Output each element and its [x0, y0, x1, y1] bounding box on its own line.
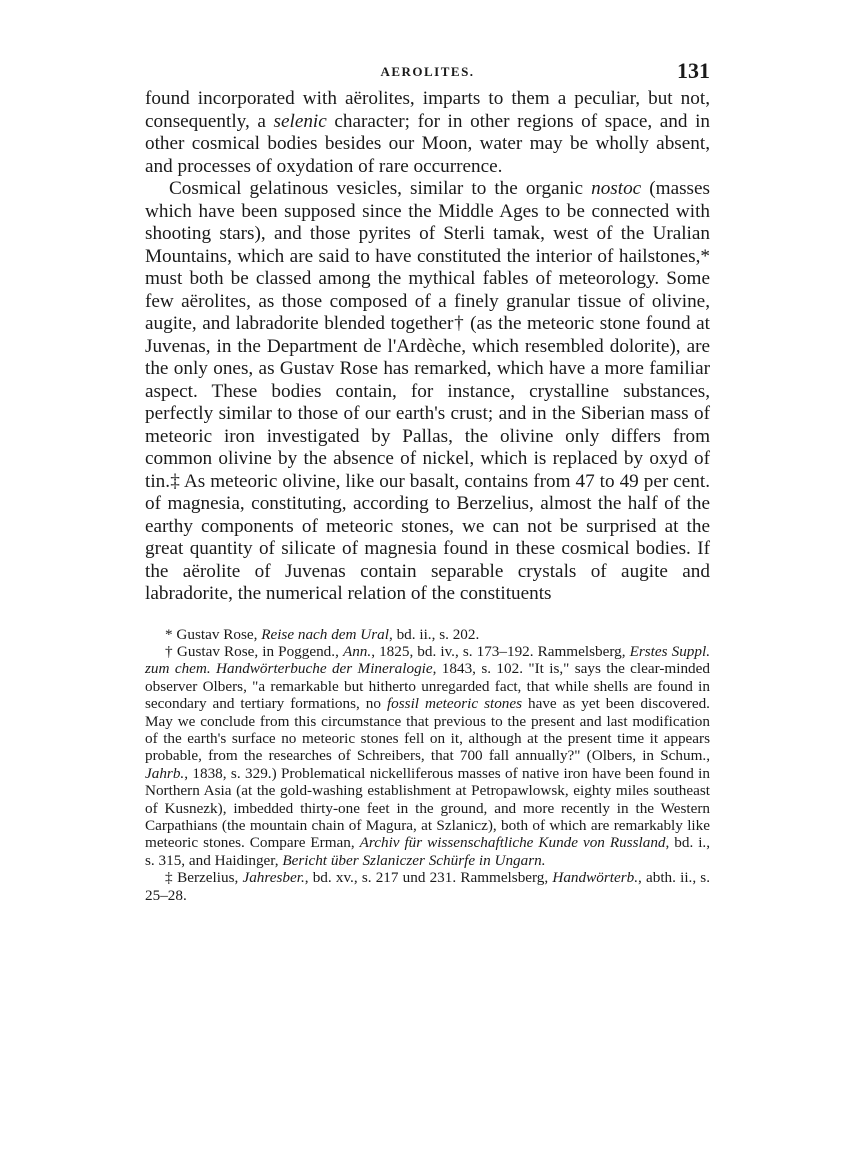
italic-title: Handwörterb. [552, 869, 639, 887]
italic-term: nostoc [591, 178, 642, 199]
italic-term: selenic [273, 110, 327, 132]
page-number: 131 [677, 58, 710, 83]
book-page [145, 58, 710, 904]
text-run: Cosmical gelatinous vesicles, similar to the organic [169, 178, 592, 199]
text-run: , bd. i., s. 315, and Haidinger, [145, 834, 711, 869]
page-header [145, 58, 710, 88]
italic-title: Ann. [342, 642, 372, 660]
text-run: , 1838, s. 329.) Problematical nickelliferous masses of native iron have been found in Northern Asia (at the gold-washing establishment at Petropawlowsk, eighty miles southeast of Kusnezk), imbedded thirty-one feet in the ground, and more recently in the Western Carpathians (the mountain chain of Magura, at Szlanicz), both of which are remarkably like meteoric stones. Compare Erman, [145, 764, 710, 852]
text-run: ‡ Berzelius, [165, 869, 243, 887]
text-run: , bd. ii., s. 202. [388, 625, 480, 643]
text-run: , abth. ii., s. 25–28. [145, 869, 711, 904]
running-title: AEROLITES. [380, 64, 475, 79]
italic-title: Reise nach dem Ural [261, 625, 389, 643]
footnotes [145, 626, 710, 905]
italic-title: Erstes Suppl. zum chem. Handwörterbuche der Mineralogie [145, 642, 710, 678]
text-run: found incorporated with aërolites, imparts to them a peculiar, but not, consequently, a [145, 88, 710, 132]
text-run: (masses which have been supposed since the Middle Ages to be connected with shooting stars), and those pyrites of Sterli tamak, west of the Uralian Mountains, which are said to have constituted the interior of hailstones,* must both be classed among the mythical fables of meteorology. Some few aërolites, as those composed of a finely granular tissue of olivine, augite, and labradorite blended together† (as the meteoric stone found at Juvenas, in the Department de l'Ardèche, which resembled dolorite), are the only ones, as Gustav Rose has remarked, which have a more familiar aspect. These bodies contain, for instance, crystalline substances, perfectly similar to those of our earth's crust; and in the Siberian mass of meteoric iron investigated by Pallas, the olivine only differs from common olivine by the absence of nickel, which is replaced by oxyd of tin.‡ As meteoric olivine, like our basalt, contains from 47 to 49 per cent. of magnesia, constituting, according to Berzelius, almost the half of the earthy components of meteoric stones, we can not be surprised at the great quantity of silicate of magnesia found in these cosmical bodies. If the aërolite of Juvenas contain separable crystals of augite and labradorite, the numerical relation of the constituents [145, 178, 711, 604]
text-run: character; for in other regions of space, and in other cosmical bodies besides our Moon, water may be wholly absent, and processes of oxydation of rare occurrence. [145, 110, 710, 177]
paragraph-2 [145, 178, 710, 606]
text-run: * Gustav Rose, [165, 625, 262, 643]
italic-title: Bericht über Szlaniczer Schürfe in Ungarn. [282, 851, 546, 869]
body-text [145, 88, 710, 606]
paragraph-1 [145, 88, 710, 178]
footnote-3 [145, 869, 710, 904]
text-run: , 1843, s. 102. "It is," says the clear-minded observer Olbers, "a remarkable but hitherto unregarded fact, that while shells are found in secondary and tertiary formations, no [145, 660, 710, 713]
italic-title: fossil meteoric stones [386, 695, 523, 713]
text-run: , bd. xv., s. 217 und 231. Rammelsberg, [304, 869, 553, 887]
footnote-2 [145, 643, 710, 869]
italic-title: Archiv für wissenschaftliche Kunde von Russland [359, 834, 666, 852]
text-run: , 1825, bd. iv., s. 173–192. Rammelsberg, [371, 642, 630, 660]
text-run: † Gustav Rose, in Poggend., [165, 642, 343, 660]
text-run: have as yet been discovered. May we conclude from this circumstance that previous to the present and last modification of the earth's surface no meteoric stones fell on it, although at the present time it appears probable, from the researches of Schreibers, that 700 fall annually?" (Olbers, in Schum., [145, 695, 710, 765]
italic-title: Jahresber. [242, 869, 305, 887]
footnote-1 [145, 626, 710, 643]
italic-title: Jahrb. [145, 764, 185, 782]
